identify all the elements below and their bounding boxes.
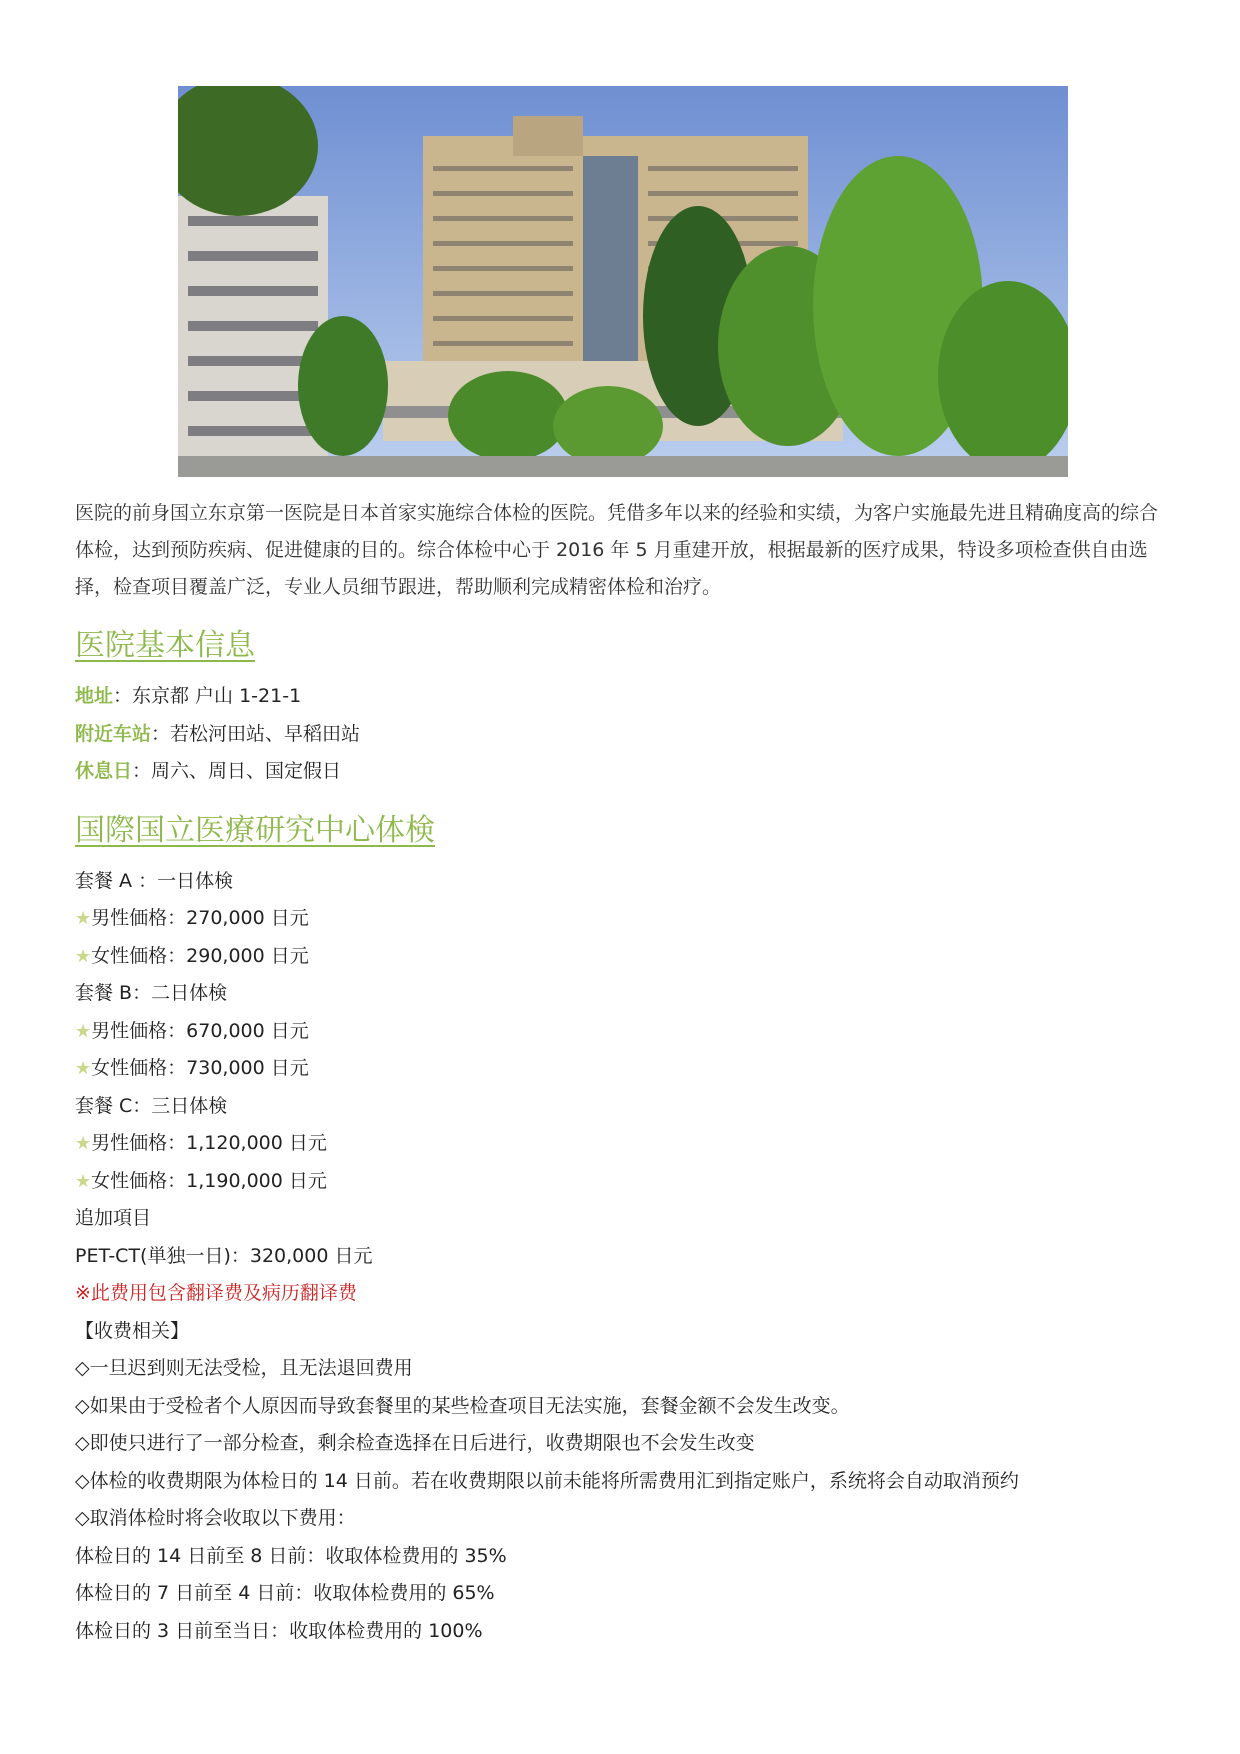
checkup-line (75, 900, 1165, 938)
checkup-line-text: ◇即使只进行了一部分检查，剩余检查选择在日后进行，收费期限也不会发生改变 (75, 1432, 755, 1454)
checkup-line (75, 1538, 1165, 1576)
basic-info-heading: 医院基本信息 (75, 628, 255, 663)
checkup-line (75, 1238, 1165, 1276)
checkup-line (75, 938, 1165, 976)
checkup-line-text: 套餐 A ：一日体検 (75, 869, 234, 892)
star-icon: ★ (75, 1058, 92, 1079)
checkup-line-text: 女性価格：1,190,000 日元 (91, 1169, 327, 1192)
hospital-photo (178, 86, 1068, 477)
checkup-line (75, 1088, 1165, 1126)
checkup-line (75, 975, 1165, 1013)
checkup-line (75, 1313, 1165, 1351)
checkup-lines (75, 863, 1165, 1651)
address-row (75, 678, 1165, 716)
checkup-line (75, 1575, 1165, 1613)
document-page (75, 86, 1165, 1650)
checkup-line (75, 1388, 1165, 1426)
checkup-line (75, 1050, 1165, 1088)
checkup-line-text: 【收费相关】 (75, 1319, 190, 1342)
checkup-line-text: 男性価格：270,000 日元 (91, 907, 309, 929)
holiday-value: ：周六、周日、国定假日 (132, 760, 342, 782)
checkup-line (75, 1125, 1165, 1163)
checkup-line-text: PET-CT(単独一日)：320,000 日元 (75, 1244, 373, 1267)
checkup-line (75, 1163, 1165, 1201)
checkup-line-text: 追加項目 (75, 1207, 152, 1229)
checkup-line (75, 1200, 1165, 1238)
checkup-line-text: ◇一旦迟到则无法受检，且无法退回费用 (75, 1357, 413, 1379)
station-label: 附近车站 (75, 722, 152, 745)
address-label: 地址 (75, 685, 114, 707)
checkup-line-text: 男性価格：1,120,000 日元 (91, 1132, 327, 1154)
checkup-line-text: 体检日的 7 日前至 4 日前：收取体检费用的 65% (75, 1582, 495, 1604)
checkup-line-text: 套餐 B：二日体検 (75, 982, 228, 1004)
station-value: ：若松河田站、早稻田站 (151, 722, 361, 745)
star-icon: ★ (75, 908, 92, 929)
station-row (75, 716, 1165, 754)
checkup-line-text: 男性価格：670,000 日元 (91, 1019, 309, 1042)
checkup-line-text: 套餐 C：三日体検 (75, 1094, 228, 1117)
intro-paragraph: 医院的前身国立东京第一医院是日本首家实施综合体检的医院。凭借多年以来的经验和实绩，为客户实施最先进且精确度高的综合体检，达到预防疾病、促进健康的目的。综合体检中心于 2016 年 5 月重建开放，根据最新的医疗成果，特设多项检查供自由选择，检查项目覆盖广泛，专业人员细节跟进，帮助顺利完成精密体检和治疗。 (75, 502, 1159, 598)
basic-info (75, 678, 1165, 791)
checkup-line (75, 1425, 1165, 1463)
holiday-row (75, 753, 1165, 791)
checkup-line (75, 1275, 1165, 1313)
checkup-line-text: 体检日的 14 日前至 8 日前：收取体检费用的 35% (75, 1544, 507, 1567)
checkup-line (75, 1013, 1165, 1051)
checkup-line-text: 体检日的 3 日前至当日：收取体检费用的 100% (75, 1619, 483, 1642)
star-icon: ★ (75, 945, 92, 967)
star-icon: ★ (75, 1020, 92, 1042)
checkup-line (75, 1350, 1165, 1388)
checkup-line-text: ◇取消体检时将会收取以下费用： (75, 1507, 356, 1529)
star-icon: ★ (75, 1170, 92, 1192)
address-value: ：东京都 户山 1-21-1 (113, 685, 302, 707)
holiday-label: 休息日 (75, 760, 133, 782)
checkup-line (75, 1613, 1165, 1651)
checkup-line (75, 1500, 1165, 1538)
checkup-line-text: 女性価格：730,000 日元 (91, 1057, 309, 1079)
checkup-line (75, 863, 1165, 901)
checkup-line-text: ◇体检的收费期限为体检日的 14 日前。若在收费期限以前未能将所需费用汇到指定账户，系统将会自动取消预约 (75, 1469, 1019, 1492)
checkup-heading: 国際国立医療研究中心体検 (75, 812, 435, 848)
checkup-line-text: 女性価格：290,000 日元 (91, 944, 309, 967)
checkup-line-text: ◇如果由于受检者个人原因而导致套餐里的某些检查项目无法实施，套餐金额不会发生改变。 (75, 1394, 850, 1417)
fee-note: ※此费用包含翻译费及病历翻译费 (75, 1282, 357, 1304)
star-icon: ★ (75, 1133, 92, 1154)
checkup-line (75, 1463, 1165, 1501)
